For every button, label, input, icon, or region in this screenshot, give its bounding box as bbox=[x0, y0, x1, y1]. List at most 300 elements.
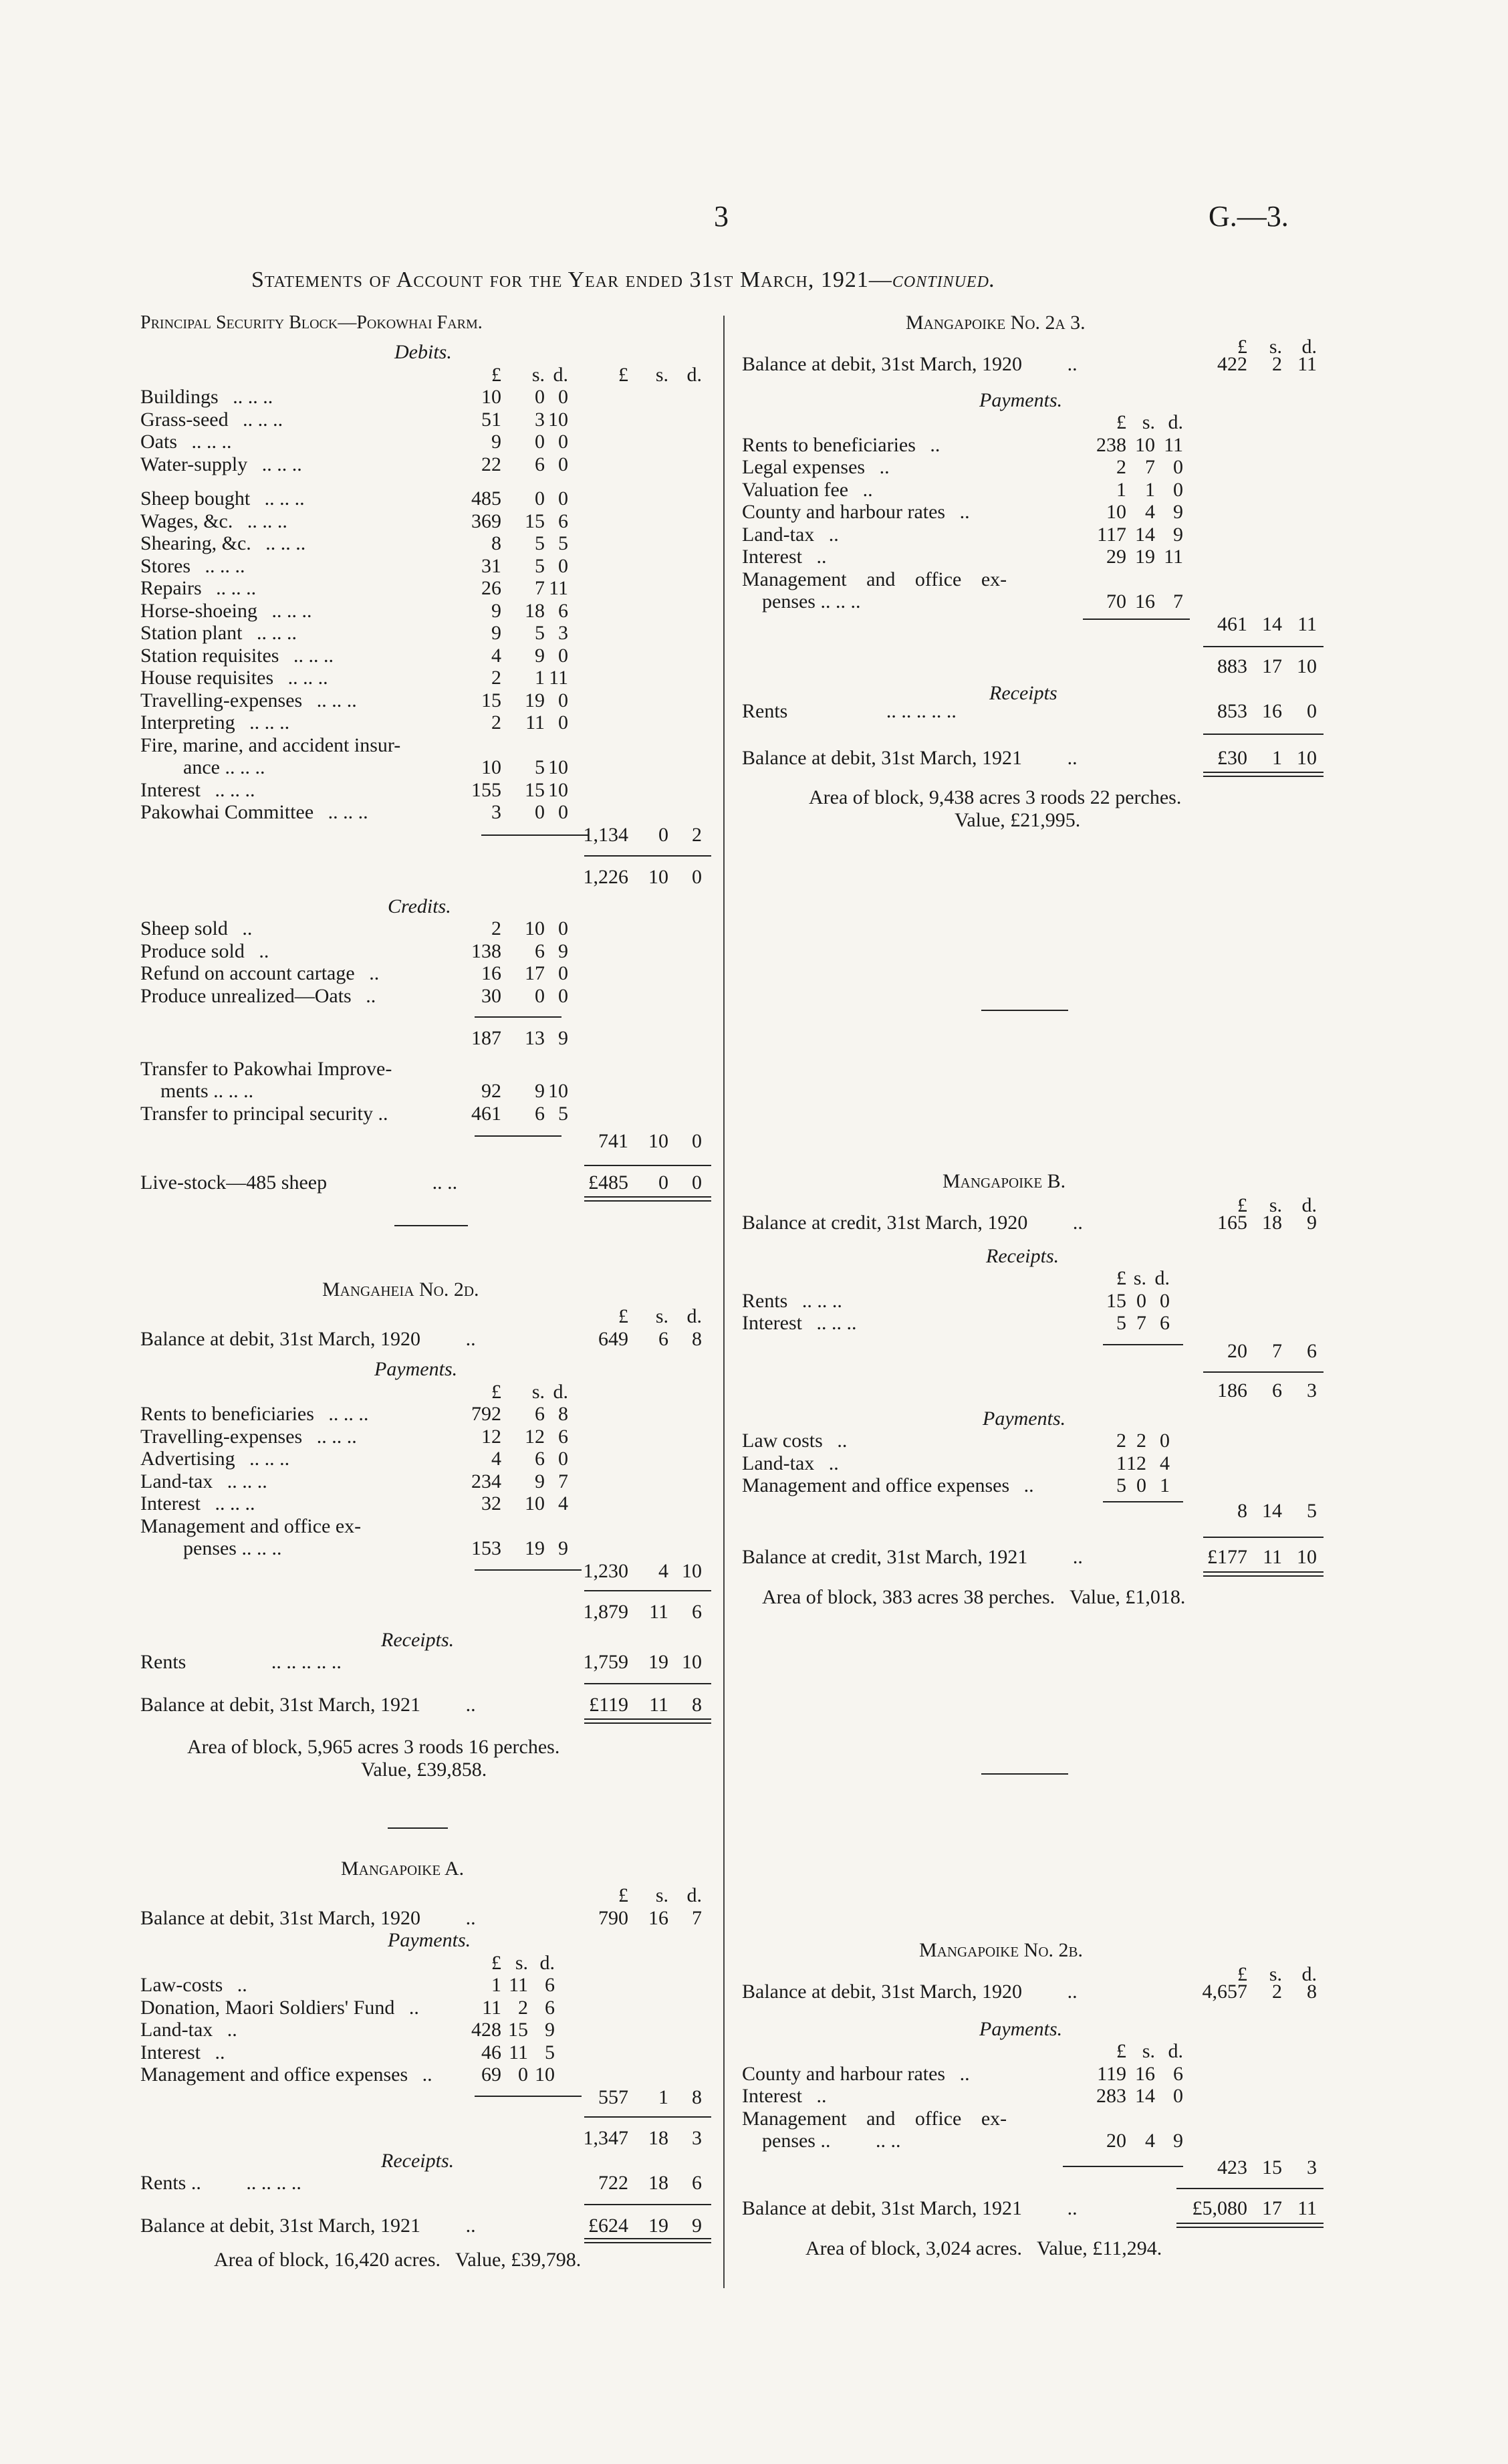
sum-pence: 6 bbox=[692, 1601, 702, 1623]
livestock-shillings: 0 bbox=[658, 1171, 668, 1194]
mangapoike-b-section bbox=[742, 1170, 1324, 1608]
ledger-row bbox=[140, 2041, 715, 2064]
amount-pounds: 10 bbox=[481, 386, 501, 408]
amount-shillings: 0 bbox=[535, 984, 545, 1007]
amount-pounds: 2 bbox=[491, 917, 501, 939]
opening-shillings: 18 bbox=[1262, 1212, 1282, 1234]
amount-pounds: 792 bbox=[471, 1403, 501, 1425]
payments-label: Payments. bbox=[979, 388, 1063, 411]
ledger-label: Interest .. .. .. bbox=[140, 778, 255, 801]
area-note: Area of block, 16,420 acres. Value, £39,798. bbox=[214, 2249, 582, 2271]
amount-pounds: 138 bbox=[471, 939, 501, 962]
closing-shillings: 11 bbox=[1263, 1546, 1282, 1568]
ledger-label: Interpreting .. .. .. bbox=[140, 711, 290, 734]
closing-pence: 8 bbox=[692, 1693, 702, 1716]
ledger-label: Buildings .. .. .. bbox=[140, 386, 273, 408]
amount-pence: 0 bbox=[558, 984, 568, 1007]
amount-shillings: 0 bbox=[518, 2063, 528, 2086]
ledger-label: Management and office ex- bbox=[140, 1515, 362, 1537]
opening-pounds: 165 bbox=[1217, 1212, 1247, 1234]
closing-balance-label: Balance at credit, 31st March, 1921 .. bbox=[742, 1546, 1083, 1568]
shilling-head: s. bbox=[531, 363, 545, 386]
amount-pounds: 26 bbox=[481, 577, 501, 599]
sum-pounds: 1,879 bbox=[583, 1601, 628, 1623]
amount-pounds: 428 bbox=[471, 2019, 501, 2041]
subtotal-pence: 9 bbox=[558, 1027, 568, 1049]
amount-pounds: 461 bbox=[471, 1102, 501, 1125]
amount-pence: 0 bbox=[558, 1448, 568, 1470]
amount-pence: 0 bbox=[558, 554, 568, 577]
ledger-label: Land-tax .. .. .. bbox=[140, 1470, 267, 1492]
ledger-label: Interest .. .. .. bbox=[742, 1312, 857, 1334]
opening-balance-label: Balance at debit, 31st March, 1920 .. bbox=[742, 353, 1078, 375]
closing-balance-label: Balance at debit, 31st March, 1921 .. bbox=[140, 2214, 476, 2237]
sum-pence: 3 bbox=[1307, 1379, 1317, 1402]
amount-pence: 0 bbox=[1160, 1430, 1170, 1452]
pound-head: £ bbox=[618, 1305, 628, 1327]
amount-shillings: 3 bbox=[535, 408, 545, 431]
amount-shillings: 16 bbox=[1135, 590, 1155, 612]
ledger-label: Management and office ex- bbox=[742, 568, 1007, 590]
receipts-total-shillings: 7 bbox=[1272, 1339, 1282, 1362]
ledger-row bbox=[742, 546, 1324, 568]
ledger-label: Valuation fee .. bbox=[742, 478, 873, 501]
ledger-label: Management and office expenses .. bbox=[140, 2063, 432, 2086]
ledger-label: Station requisites .. .. .. bbox=[140, 644, 334, 667]
amount-pence: 1 bbox=[1160, 1474, 1170, 1496]
receipts-label: Receipts. bbox=[381, 1628, 455, 1651]
ledger-label: County and harbour rates .. bbox=[742, 501, 970, 523]
opening-balance-label: Balance at debit, 31st March, 1920 .. bbox=[742, 1981, 1078, 2003]
livestock-pence: 0 bbox=[692, 1171, 702, 1194]
amount-pence: 0 bbox=[1173, 2085, 1183, 2107]
amount-shillings: 0 bbox=[535, 801, 545, 823]
ledger-row bbox=[140, 1492, 715, 1515]
amount-pence: 6 bbox=[558, 1425, 568, 1448]
ledger-row bbox=[742, 2063, 1324, 2086]
ledger-row bbox=[742, 1430, 1324, 1452]
opening-shillings: 16 bbox=[648, 1906, 668, 1929]
opening-pence: 8 bbox=[692, 1327, 702, 1350]
amount-shillings: 5 bbox=[535, 532, 545, 554]
amount-shillings: 0 bbox=[1136, 1474, 1146, 1496]
ledger-row bbox=[140, 2019, 715, 2041]
amount-shillings: 19 bbox=[525, 689, 545, 711]
amount-pence: 0 bbox=[558, 487, 568, 510]
total-shillings: 10 bbox=[648, 1130, 668, 1152]
amount-pence: 10 bbox=[548, 408, 568, 431]
amount-shillings: 7 bbox=[535, 577, 545, 599]
amount-pounds: 9 bbox=[491, 622, 501, 644]
amount-pence: 0 bbox=[558, 689, 568, 711]
payments-total-shillings: 14 bbox=[1262, 1499, 1282, 1522]
rents-shillings: 19 bbox=[648, 1651, 668, 1673]
section-heading: Mangapoike No. 2a 3. bbox=[906, 312, 1086, 334]
payments-total-pounds: 423 bbox=[1217, 2156, 1247, 2178]
payments-label: Payments. bbox=[388, 1929, 471, 1951]
amount-pence: 0 bbox=[558, 917, 568, 939]
sum-pounds: 186 bbox=[1217, 1379, 1247, 1402]
amount-pence: 9 bbox=[1173, 501, 1183, 523]
ledger-label: Land-tax .. bbox=[742, 1452, 839, 1474]
opening-pounds: 4,657 bbox=[1202, 1981, 1247, 2003]
amount-shillings: 6 bbox=[535, 1403, 545, 1425]
amount-shillings: 6 bbox=[535, 939, 545, 962]
mangapoike-2b-section bbox=[742, 1939, 1324, 2259]
amount-pence: 9 bbox=[1173, 2130, 1183, 2152]
amount-pence: 9 bbox=[558, 939, 568, 962]
amount-pence: 8 bbox=[558, 1403, 568, 1425]
amount-pounds: 2 bbox=[1116, 1430, 1126, 1452]
opening-shillings: 2 bbox=[1272, 353, 1282, 375]
ledger-row bbox=[140, 1974, 715, 1997]
ledger-row bbox=[140, 645, 715, 667]
opening-shillings: 6 bbox=[658, 1327, 668, 1350]
rents-label: Rents .. .. .. .. .. bbox=[742, 700, 957, 722]
amount-pence: 6 bbox=[545, 1974, 555, 1996]
amount-shillings: 6 bbox=[535, 1448, 545, 1470]
ledger-row bbox=[742, 1312, 1324, 1335]
amount-pence: 10 bbox=[548, 778, 568, 801]
pence-head: d. bbox=[1154, 1267, 1170, 1289]
closing-shillings: 1 bbox=[1272, 746, 1282, 769]
amount-shillings: 9 bbox=[535, 1470, 545, 1492]
ledger-row bbox=[140, 532, 715, 555]
rents-pounds: 853 bbox=[1217, 700, 1247, 722]
sum-shillings: 6 bbox=[1272, 1379, 1282, 1402]
ledger-label: Rents to beneficiaries .. .. .. bbox=[140, 1403, 369, 1425]
pound-head: £ bbox=[618, 363, 628, 386]
area-note: Area of block, 9,438 acres 3 roods 22 perches. bbox=[809, 786, 1182, 808]
rents-pounds: 1,759 bbox=[583, 1651, 628, 1673]
pence-head: d. bbox=[686, 363, 702, 386]
page-title bbox=[251, 267, 995, 293]
closing-pounds: £5,080 bbox=[1192, 2197, 1247, 2219]
amount-pence: 3 bbox=[558, 622, 568, 644]
amount-pence: 4 bbox=[1160, 1452, 1170, 1474]
opening-pounds: 649 bbox=[598, 1327, 628, 1350]
payments-total-shillings: 14 bbox=[1262, 612, 1282, 635]
ledger-label: penses .. .. .. bbox=[762, 2130, 901, 2152]
area-note: Area of block, 383 acres 38 perches. Value, £1,018. bbox=[762, 1585, 1186, 1608]
ledger-row bbox=[742, 434, 1324, 457]
ledger-row bbox=[140, 1470, 715, 1493]
ledger-label: Advertising .. .. .. bbox=[140, 1448, 290, 1470]
ledger-label: penses .. .. .. bbox=[762, 590, 861, 612]
ledger-row bbox=[742, 524, 1324, 546]
amount-pounds: 153 bbox=[471, 1537, 501, 1559]
amount-shillings: 0 bbox=[1136, 1289, 1146, 1312]
page-title-continued: continued. bbox=[892, 267, 996, 292]
amount-pence: 7 bbox=[558, 1470, 568, 1492]
amount-shillings: 18 bbox=[525, 599, 545, 622]
rents-pounds: 722 bbox=[598, 2172, 628, 2194]
ledger-row bbox=[140, 962, 715, 985]
section-heading: Mangapoike A. bbox=[341, 1858, 465, 1880]
ledger-row bbox=[140, 1448, 715, 1470]
amount-shillings: 6 bbox=[535, 1102, 545, 1125]
section-divider bbox=[981, 1773, 1068, 1775]
shilling-head: s. bbox=[655, 1305, 668, 1327]
ledger-label: Water-supply .. .. .. bbox=[140, 453, 302, 475]
rents-pence: 10 bbox=[682, 1651, 702, 1673]
closing-balance-label: Balance at debit, 31st March, 1921 .. bbox=[742, 746, 1078, 769]
subtotal-pounds: 1,134 bbox=[583, 823, 628, 846]
amount-pounds: 70 bbox=[1106, 590, 1126, 612]
closing-pence: 11 bbox=[1297, 2197, 1317, 2219]
mangaheia-section bbox=[140, 1278, 715, 1781]
amount-pence: 0 bbox=[1173, 478, 1183, 501]
amount-shillings: 14 bbox=[1135, 523, 1155, 546]
ledger-label: Interest .. bbox=[742, 2085, 827, 2107]
amount-pence: 9 bbox=[1173, 523, 1183, 546]
pence-head: d. bbox=[1301, 336, 1317, 358]
ledger-row bbox=[140, 600, 715, 623]
credits-label: Credits. bbox=[388, 895, 451, 917]
amount-pounds: 22 bbox=[481, 453, 501, 475]
ledger-label: House requisites .. .. .. bbox=[140, 667, 328, 689]
pence-head: d. bbox=[539, 1951, 555, 1974]
ledger-label: Interest .. .. .. bbox=[140, 1492, 255, 1515]
opening-pounds: 790 bbox=[598, 1906, 628, 1929]
amount-pence: 6 bbox=[558, 599, 568, 622]
ledger-label: Law costs .. bbox=[742, 1430, 848, 1452]
amount-pounds: 30 bbox=[481, 984, 501, 1007]
area-note: Area of block, 3,024 acres. Value, £11,294. bbox=[805, 2237, 1162, 2259]
ledger-label: Travelling-expenses .. .. .. bbox=[140, 689, 357, 711]
ledger-row bbox=[140, 940, 715, 963]
amount-pence: 11 bbox=[1164, 433, 1183, 456]
amount-shillings: 16 bbox=[1135, 2062, 1155, 2085]
ledger-label: Produce unrealized—Oats .. bbox=[140, 984, 376, 1007]
amount-shillings: 5 bbox=[535, 554, 545, 577]
ledger-label: Horse-shoeing .. .. .. bbox=[140, 599, 312, 622]
ledger-label: Shearing, &c. .. .. .. bbox=[140, 532, 306, 554]
payments-total-pounds: 557 bbox=[598, 2086, 628, 2108]
pound-head: £ bbox=[618, 1884, 628, 1906]
amount-pence: 6 bbox=[558, 510, 568, 532]
pokowhai-section bbox=[140, 312, 715, 1210]
ledger-row bbox=[140, 386, 715, 409]
payments-label: Payments. bbox=[979, 2017, 1063, 2040]
payments-total-pence: 10 bbox=[682, 1559, 702, 1582]
ledger-label: Rents .. .. .. bbox=[742, 1289, 842, 1312]
amount-pence: 5 bbox=[545, 2041, 555, 2063]
ledger-label: Wages, &c. .. .. .. bbox=[140, 510, 287, 532]
amount-shillings: 1 bbox=[535, 667, 545, 689]
amount-pounds: 10 bbox=[481, 756, 501, 778]
page-title-main: Statements of Account for the Year ended 31st March, 1921— bbox=[251, 267, 892, 292]
amount-shillings: 9 bbox=[535, 1080, 545, 1102]
amount-shillings: 4 bbox=[1145, 2130, 1155, 2152]
ledger-row bbox=[140, 409, 715, 431]
page-number: 3 bbox=[714, 200, 729, 233]
sum-pounds: 1,347 bbox=[583, 2127, 628, 2149]
amount-pounds: 369 bbox=[471, 510, 501, 532]
closing-pence: 10 bbox=[1297, 1546, 1317, 1568]
receipts-total-pence: 6 bbox=[1307, 1339, 1317, 1362]
payments-total-shillings: 1 bbox=[658, 2086, 668, 2108]
section-divider bbox=[394, 1225, 468, 1226]
ledger-row bbox=[140, 689, 715, 712]
ledger-label: Fire, marine, and accident insur- bbox=[140, 734, 401, 756]
ledger-label: Rents to beneficiaries .. bbox=[742, 433, 940, 456]
opening-balance-label: Balance at credit, 31st March, 1920 .. bbox=[742, 1212, 1083, 1234]
ledger-label: Pakowhai Committee .. .. .. bbox=[140, 801, 368, 823]
closing-shillings: 19 bbox=[648, 2214, 668, 2237]
opening-pounds: 422 bbox=[1217, 353, 1247, 375]
closing-pounds: £177 bbox=[1207, 1546, 1247, 1568]
ledger-row bbox=[742, 1290, 1324, 1313]
ledger-label: County and harbour rates .. bbox=[742, 2062, 970, 2085]
shilling-head: s. bbox=[1142, 2040, 1155, 2062]
ledger-label: Stores .. .. .. bbox=[140, 554, 245, 577]
section-divider bbox=[981, 1010, 1068, 1011]
total-pence: 0 bbox=[692, 866, 702, 888]
amount-shillings: 7 bbox=[1145, 456, 1155, 478]
amount-pounds: 10 bbox=[1106, 501, 1126, 523]
amount-pounds: 2 bbox=[491, 667, 501, 689]
amount-pounds: 234 bbox=[471, 1470, 501, 1492]
ledger-label: Travelling-expenses .. .. .. bbox=[140, 1425, 357, 1448]
total-shillings: 10 bbox=[648, 866, 668, 888]
shilling-head: s. bbox=[515, 1951, 528, 1974]
closing-balance-label: Balance at debit, 31st March, 1921 .. bbox=[742, 2197, 1078, 2219]
shilling-head: s. bbox=[1269, 1194, 1282, 1216]
amount-pounds: 31 bbox=[481, 554, 501, 577]
sum-shillings: 11 bbox=[649, 1601, 668, 1623]
closing-balance-label: Balance at debit, 31st March, 1921 .. bbox=[140, 1693, 476, 1716]
receipts-label: Receipts bbox=[989, 681, 1057, 704]
receipts-label: Receipts. bbox=[986, 1244, 1059, 1267]
amount-shillings: 11 bbox=[509, 1974, 528, 1996]
amount-shillings: 0 bbox=[535, 431, 545, 453]
amount-shillings: 10 bbox=[525, 917, 545, 939]
amount-shillings: 4 bbox=[1145, 501, 1155, 523]
ledger-row bbox=[742, 456, 1324, 479]
ledger-label: Produce sold .. bbox=[140, 939, 269, 962]
amount-pounds: 9 bbox=[491, 599, 501, 622]
pence-head: d. bbox=[686, 1884, 702, 1906]
amount-pounds: 11 bbox=[482, 1996, 501, 2019]
pound-head: £ bbox=[1237, 1963, 1247, 1985]
ledger-row bbox=[140, 453, 715, 476]
payments-label: Payments. bbox=[374, 1358, 458, 1380]
opening-balance-label: Balance at debit, 31st March, 1920 .. bbox=[140, 1906, 476, 1929]
ledger-row bbox=[140, 1997, 715, 2019]
payments-total-shillings: 4 bbox=[658, 1559, 668, 1582]
opening-balance-label: Balance at debit, 31st March, 1920 .. bbox=[140, 1327, 476, 1350]
amount-shillings: 10 bbox=[1135, 433, 1155, 456]
payments-total-pence: 3 bbox=[1307, 2156, 1317, 2178]
pound-head: £ bbox=[1116, 411, 1126, 433]
amount-pence: 5 bbox=[558, 532, 568, 554]
payments-total-pence: 11 bbox=[1297, 612, 1317, 635]
payments-total-pounds: 461 bbox=[1217, 612, 1247, 635]
amount-pounds: 46 bbox=[481, 2041, 501, 2063]
pound-head: £ bbox=[1237, 336, 1247, 358]
ledger-label: Refund on account cartage .. bbox=[140, 962, 380, 984]
value-note: Value, £39,858. bbox=[361, 1758, 487, 1781]
amount-pounds: 29 bbox=[1106, 546, 1126, 568]
payments-total-shillings: 15 bbox=[1262, 2156, 1282, 2178]
amount-pence: 0 bbox=[558, 962, 568, 984]
amount-shillings: 11 bbox=[509, 2041, 528, 2063]
amount-pence: 10 bbox=[548, 756, 568, 778]
amount-pounds: 155 bbox=[471, 778, 501, 801]
amount-pence: 10 bbox=[535, 2063, 555, 2086]
amount-pence: 0 bbox=[1160, 1289, 1170, 1312]
receipts-label: Receipts. bbox=[381, 2149, 455, 2172]
pound-head: £ bbox=[491, 1951, 501, 1974]
amount-pounds: 20 bbox=[1106, 2130, 1126, 2152]
closing-pence: 9 bbox=[692, 2214, 702, 2237]
amount-pounds: 8 bbox=[491, 532, 501, 554]
amount-pounds: 32 bbox=[481, 1492, 501, 1515]
opening-pence: 11 bbox=[1297, 353, 1317, 375]
section-heading: Mangapoike B. bbox=[943, 1170, 1066, 1192]
amount-pence: 7 bbox=[1173, 590, 1183, 612]
amount-pounds: 15 bbox=[1106, 1289, 1126, 1312]
ledger-row bbox=[742, 479, 1324, 501]
amount-pounds: 15 bbox=[481, 689, 501, 711]
value-note: Value, £21,995. bbox=[955, 808, 1081, 831]
sum-pounds: 883 bbox=[1217, 655, 1247, 677]
amount-shillings: 19 bbox=[1135, 546, 1155, 568]
total-pence: 0 bbox=[692, 1130, 702, 1152]
section-heading: Mangaheia No. 2d. bbox=[322, 1278, 479, 1301]
pound-head: £ bbox=[1116, 1267, 1126, 1289]
mangapoike-a-section bbox=[140, 1858, 715, 2271]
ledger-row bbox=[742, 1474, 1324, 1497]
amount-pence: 9 bbox=[558, 1537, 568, 1559]
amount-shillings: 15 bbox=[525, 510, 545, 532]
ledger-row bbox=[140, 622, 715, 645]
amount-shillings: 1 bbox=[1145, 478, 1155, 501]
ledger-label: Land-tax .. bbox=[742, 523, 839, 546]
amount-shillings: 12 bbox=[525, 1425, 545, 1448]
amount-pounds: 1 bbox=[1116, 478, 1126, 501]
section-divider bbox=[388, 1827, 448, 1829]
shilling-head: s. bbox=[1269, 1963, 1282, 1985]
amount-pence: 0 bbox=[558, 431, 568, 453]
pence-head: d. bbox=[553, 363, 568, 386]
shilling-head: s. bbox=[1142, 411, 1155, 433]
amount-pounds: 2 bbox=[491, 711, 501, 734]
ledger-label: Land-tax .. bbox=[140, 2019, 237, 2041]
shilling-head: s. bbox=[1133, 1267, 1146, 1289]
ledger-row bbox=[140, 577, 715, 600]
subtotal-pence: 2 bbox=[692, 823, 702, 846]
closing-pounds: £119 bbox=[589, 1693, 628, 1716]
subtotal-shillings: 0 bbox=[658, 823, 668, 846]
amount-shillings: 5 bbox=[535, 622, 545, 644]
rents-shillings: 16 bbox=[1262, 700, 1282, 722]
amount-pounds: 12 bbox=[481, 1425, 501, 1448]
amount-pounds: 92 bbox=[481, 1080, 501, 1102]
payments-label: Payments. bbox=[983, 1407, 1066, 1430]
amount-shillings: 12 bbox=[1126, 1452, 1146, 1474]
subtotal-pounds: 187 bbox=[471, 1027, 501, 1049]
closing-shillings: 11 bbox=[649, 1693, 668, 1716]
ledger-label: Oats .. .. .. bbox=[140, 431, 232, 453]
section-heading: Principal Security Block—Pokowhai Farm. bbox=[140, 312, 483, 333]
shilling-head: s. bbox=[655, 1884, 668, 1906]
amount-pounds: 117 bbox=[1097, 523, 1126, 546]
ledger-row bbox=[140, 985, 715, 1008]
ledger-row bbox=[140, 801, 715, 824]
receipts-total-pounds: 20 bbox=[1227, 1339, 1247, 1362]
